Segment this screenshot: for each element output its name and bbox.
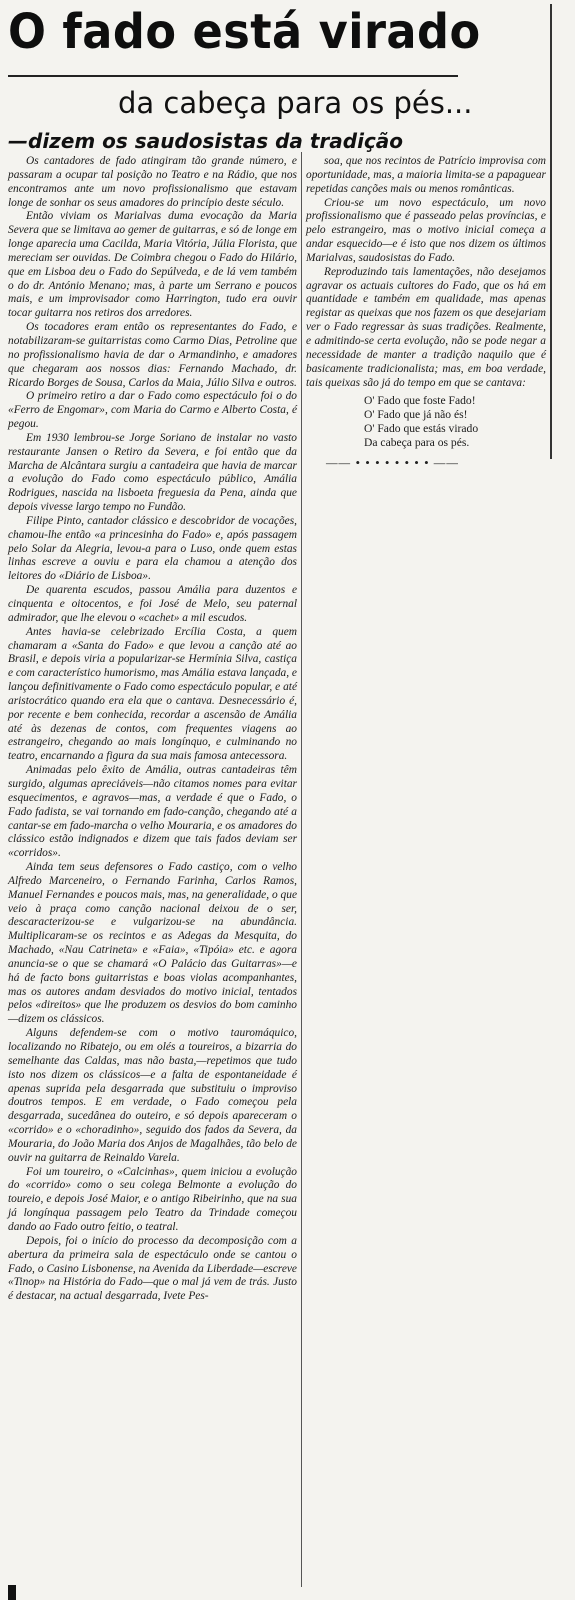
poem-line: O' Fado que já não és!: [364, 408, 468, 422]
paragraph: Filipe Pinto, cantador clássico e descobridor de vocações, chamou-lhe então «a princesinha do Fado» e, após passagem pelo Solar da Alegria, levou-a para o Luso, onde quem estas linhas escreve a ouviu e para ela chamou a atenção dos leitores do «Diário de Lisboa».: [8, 514, 297, 583]
end-ornament: —— • • • • • • • • ——: [326, 455, 459, 471]
paragraph: Os tocadores eram então os representantes do Fado, e notabilizaram-se guitarristas como Carmo Dias, Petroline que no profissionalismo havia de dar o Armandinho, e amadores que chegaram aos nossos dias: Fernando Machado, dr. Ricardo Borges de Sousa, Carlos da Maia, Júlio Silva e outros.: [8, 321, 297, 389]
deck: da cabeça para os pés...: [118, 86, 473, 120]
paragraph: Em 1930 lembrou-se Jorge Soriano de instalar no vasto restaurante Jansen o Retiro da Severa, e foi então que da Marcha de Alcântara surgiu a cantadeira que havia de marcar a evolução do Fado como espectáculo público, Amália Rodrigues, nascida na lisboeta freguesia da Pena, ainda que depois vivesse largo tempo no Fundão.: [8, 431, 297, 514]
poem-line: Da cabeça para os pés.: [364, 436, 470, 450]
paragraph: Antes havia-se celebrizado Ercília Costa, a quem chamaram a «Santa do Fado» e que levou a canção até ao Brasil, e depois viria a popularizar-se Hermínia Silva, castiça e com característico humorismo, mas Amália estava lançada, e lançou definitivamente o Fado como espectáculo popular, e até aristocrático quando era ela que o cantava. Desnecessário é, por recente e bem conhecida, recordar a ascensão de Amália até às dezenas de contos, com frequentes viagens ao estrangeiro, chegando ao mais longínquo, e culminando no teatro, encarnando a figura da sua mais famosa antecessora.: [8, 625, 297, 763]
paragraph: Ainda tem seus defensores o Fado castiço, com o velho Alfredo Marceneiro, o Fernando Farinha, Carlos Ramos, Manuel Fernandes e poucos mais, mas, na generalidade, o que veio à praça como canção nacional deixou de o ser, descaracterizou-se e vulgarizou-se na abundância. Multiplicaram-se os recintos e as Adegas da Mesquita, do Machado, «Nau Catrineta» e «Faia», «Tipóia» etc. e agora anuncia-se o que se chamará «O Palácio das Guitarras»—e há de facto bons guitarristas e boas violas acompanhantes, mas os autores andam desviados do motivo inicial, tentados pelos «direitos» que lhe produzem os desvios do bom caminho—dizem os clássicos.: [8, 861, 297, 1026]
paragraph: soa, que nos recintos de Patrício improvisa com oportunidade, mas, a maioria limita-se a papaguear repetidas canções mais ou menos românticas.: [306, 155, 546, 195]
headline: O fado está virado: [8, 4, 481, 60]
right-border-rule: [550, 4, 552, 459]
paragraph: Criou-se um novo espectáculo, um novo profissionalismo que é passeado pelas províncias, e pelo estrangeiro, mas o motivo inicial começa a andar esquecido—e é isto que nos dizem os últimos Marialvas, saudosistas do Fado.: [306, 196, 546, 264]
paragraph: O primeiro retiro a dar o Fado como espectáculo foi o do «Ferro de Engomar», com Maria do Carmo e Alberto Costa, é pegou.: [8, 390, 297, 431]
poem-line: O' Fado que foste Fado!: [364, 394, 476, 408]
paragraph: Foi um toureiro, o «Calcinhas», quem iniciou a evolução do «corrido» como o seu colega Belmonte a evolução do toureio, e depois José Maior, e o antigo Ribeirinho, que na sua já longínqua passagem pelo Teatro da Trindade começou dando ao Fado outro feitio, o teatral.: [8, 1165, 297, 1233]
column-divider: [301, 152, 302, 1587]
paragraph: Então viviam os Marialvas duma evocação da Maria Severa que se limitava ao gemer de guitarras, e só de longe em longe aparecia uma Cacilda, Maria Vitória, Júlia Florista, que mereciam ser ouvidas. De Coimbra chegou o Fado do Hilário, que em Lisboa deu o Fado do Sepúlveda, e de lá vem também o do dr. António Menano; mas, à parte um Serrano e poucos mais, e um improvisador como Harrington, tudo era ouvir tocar guitarra nos retiros dos arredores.: [8, 210, 297, 320]
poem-line: O' Fado que estás virado: [364, 422, 479, 436]
left-column: [8, 155, 297, 1304]
right-column: [306, 155, 546, 470]
page-edge-mark: [8, 1585, 16, 1600]
headline-rule: [8, 75, 458, 77]
paragraph: Alguns defendem-se com o motivo tauromáquico, localizando no Ribatejo, ou em olés a toureiros, a bizarria do semelhante das Caldas, mas não basta,—repetimos que tudo isto nos dizem os clássicos—e a falta de espontaneidade é apenas suprida pela desgarrada que substituiu o improviso doutros tempos. E em verdade, o Fado começou pela desgarrada, sucedânea do outeiro, e só depois apareceram o «corrido» e o «choradinho», seguido dos fados da Severa, da Mouraria, do João Maria dos Anjos de Magalhães, tão belo de ouvir na guitarra de Reinaldo Varela.: [8, 1027, 297, 1164]
paragraph: Animadas pelo êxito de Amália, outras cantadeiras têm surgido, algumas apreciáveis—não citamos nomes para evitar esquecimentos, e agravos—mas, a verdade é que o Fado, o Fado fadista, se vai tornando em fado-canção, chegando até a cantar-se em fado-marcha o velho Mouraria, e os amadores do clássico estão indignados e dizem que tais fados deviam ser «corridos».: [8, 764, 297, 860]
subdeck: —dizem os saudosistas da tradição: [8, 129, 404, 153]
paragraph: Depois, foi o início do processo da decomposição com a abertura da primeira sala de espectáculo onde se cantou o Fado, o Casino Lisbonense, na Avenida da Liberdade—escreve «Tinop» na História do Fado—que o mal já vem de trás. Justo é destacar, na actual desgarrada, Ivete Pes-: [8, 1234, 297, 1303]
paragraph: Os cantadores de fado atingiram tão grande número, e passaram a ocupar tal posição no Teatro e na Rádio, que nos encontramos ante um novo profissionalismo que estavam longe de sonhar os seus amadores do princípio deste século.: [8, 155, 297, 209]
paragraph: De quarenta escudos, passou Amália para duzentos e cinquenta e oitocentos, e foi José de Melo, seu paternal admirador, que lhe elevou o «cachet» a mil escudos.: [8, 584, 297, 624]
poem: [364, 394, 546, 450]
paragraph: Reproduzindo tais lamentações, não desejamos agravar os actuais cultores do Fado, que os há em quantidade e também em qualidade, mas apenas registar as queixas que nos fazem os que desejariam ver o Fado regressar às suas tradições. Realmente, e admitindo-se certa evolução, não se pode negar a necessidade de manter a tradição naquilo que é basicamente tradicionalista; mas, em boa verdade, tais queixas são já do tempo em que se cantava:: [306, 265, 546, 389]
